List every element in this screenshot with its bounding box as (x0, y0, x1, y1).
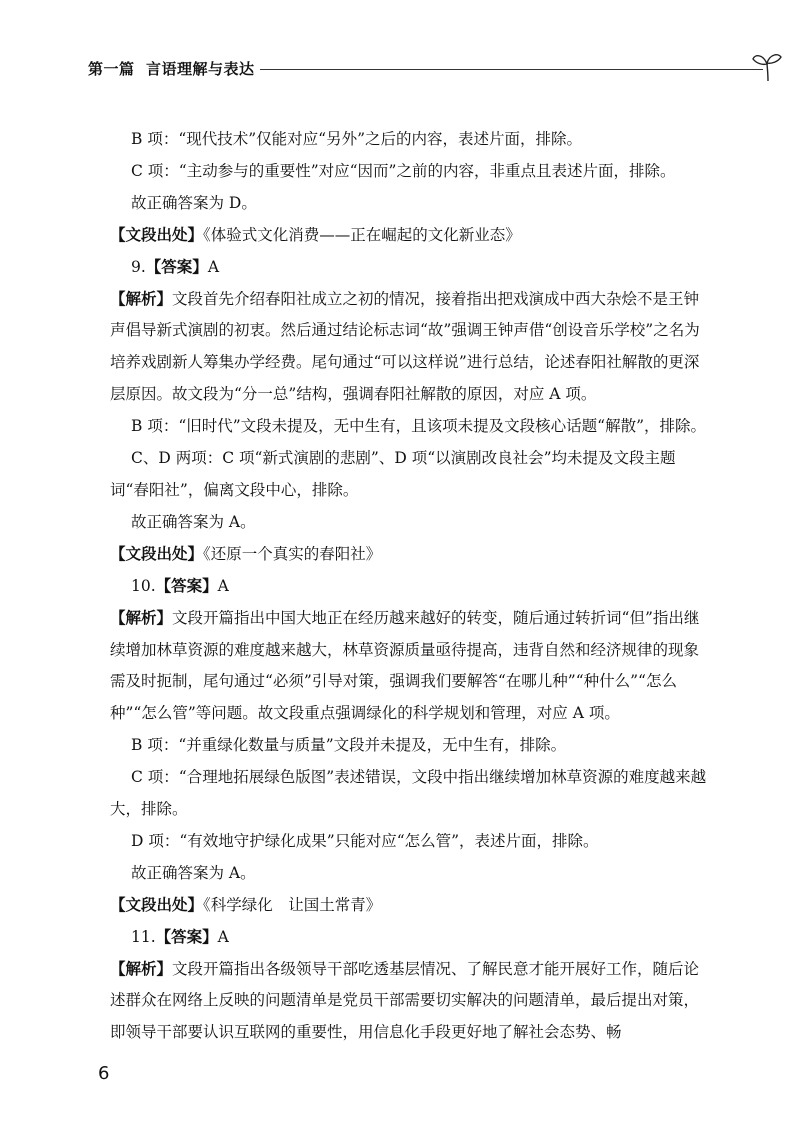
sprout-icon (752, 50, 782, 82)
answer-value: A (207, 257, 220, 276)
source-line (110, 539, 710, 571)
source-label: 【文段出处】 (110, 544, 204, 563)
analysis-label: 【解析】 (110, 959, 173, 978)
paragraph: C 项：“主动参与的重要性”对应“因而”之前的内容，非重点且表述片面，排除。 (131, 161, 676, 180)
question-number: 11. (131, 927, 156, 946)
source-label: 【文段出处】 (110, 225, 204, 244)
source-line (110, 220, 710, 252)
analysis-label: 【解析】 (110, 608, 173, 627)
page-body (110, 124, 710, 1049)
header-section-title: 言语理解与表达 (145, 60, 255, 78)
analysis-text: 文段首先介绍春阳社成立之初的情况，接着指出把戏演成中西大杂烩不是王钟声倡导新式演剧的初衷。然后通过结论标志词“故”强调王钟声借“创设音乐学校”之名为培养戏剧新人筹集办学经费。尾句通过“可以这样说”进行总结，论述春阳社解散的更深层原因。故文段为“分一总”结构，强调春阳社解散的原因，对应 A 项。 (110, 289, 700, 404)
header-part: 第一篇 (88, 60, 135, 78)
answer-label: 【答案】 (155, 576, 218, 595)
source-title: 《还原一个真实的春阳社》 (203, 544, 382, 563)
source-label: 【文段出处】 (110, 895, 204, 914)
analysis-paragraph (110, 954, 710, 1050)
analysis-text: 文段开篇指出中国大地正在经历越来越好的转变，随后通过转折词“但”指出继续增加林草资源的难度越来越大，林草资源质量亟待提高，违背自然和经济规律的现象需及时扼制，尾句通过“必须”引导对策，强调我们要解答“在哪儿种”“种什么”“怎么种”“怎么管”等问题。故文段重点强调绿化的科学规划和管理，对应 A 项。 (110, 608, 700, 723)
question-number: 10. (131, 576, 156, 595)
paragraph: 故正确答案为 D。 (131, 193, 257, 212)
analysis-paragraph (110, 284, 710, 412)
analysis-text: 文段开篇指出各级领导干部吃透基层情况、了解民意才能开展好工作，随后论述群众在网络上反映的问题清单是党员干部需要切实解决的问题清单，最后提出对策，即领导干部要认识互联网的重要性，用信息化手段更好地了解社会态势、畅 (110, 959, 700, 1042)
paragraph: C、D 两项：C 项“新式演剧的悲剧”、D 项“以演剧改良社会”均未提及文段主题词“春阳社”，偏离文段中心，排除。 (110, 449, 676, 499)
paragraph: 故正确答案为 A。 (131, 863, 256, 882)
question-answer-10 (110, 571, 710, 603)
running-header (88, 50, 688, 90)
question-answer-9 (110, 252, 710, 284)
paragraph: D 项：“有效地守护绿化成果”只能对应“怎么管”，表述片面，排除。 (131, 831, 599, 850)
source-title: 《体验式文化消费——正在崛起的文化新业态》 (203, 225, 521, 244)
page-number: 6 (98, 1063, 110, 1084)
answer-value: A (217, 927, 229, 946)
answer-label: 【答案】 (155, 927, 218, 946)
answer-value: A (217, 576, 229, 595)
answer-label: 【答案】 (145, 257, 208, 276)
question-answer-11 (110, 922, 710, 954)
question-number: 9. (131, 257, 146, 276)
source-title: 《科学绿化 让国土常青》 (203, 895, 382, 914)
source-line (110, 890, 710, 922)
paragraph: C 项：“合理地拓展绿色版图”表述错误，文段中指出继续增加林草资源的难度越来越大，排除。 (110, 768, 707, 819)
paragraph: B 项：“旧时代”文段未提及，无中生有，且该项未提及文段核心话题“解散”，排除。 (131, 417, 707, 436)
paragraph: 故正确答案为 A。 (131, 512, 256, 531)
header-title (88, 58, 254, 79)
analysis-label: 【解析】 (110, 289, 173, 308)
header-rule (260, 69, 763, 70)
paragraph: B 项：“并重绿化数量与质量”文段并未提及，无中生有，排除。 (131, 736, 567, 755)
paragraph: B 项：“现代技术”仅能对应“另外”之后的内容，表述片面，排除。 (131, 130, 583, 148)
analysis-paragraph (110, 603, 710, 731)
